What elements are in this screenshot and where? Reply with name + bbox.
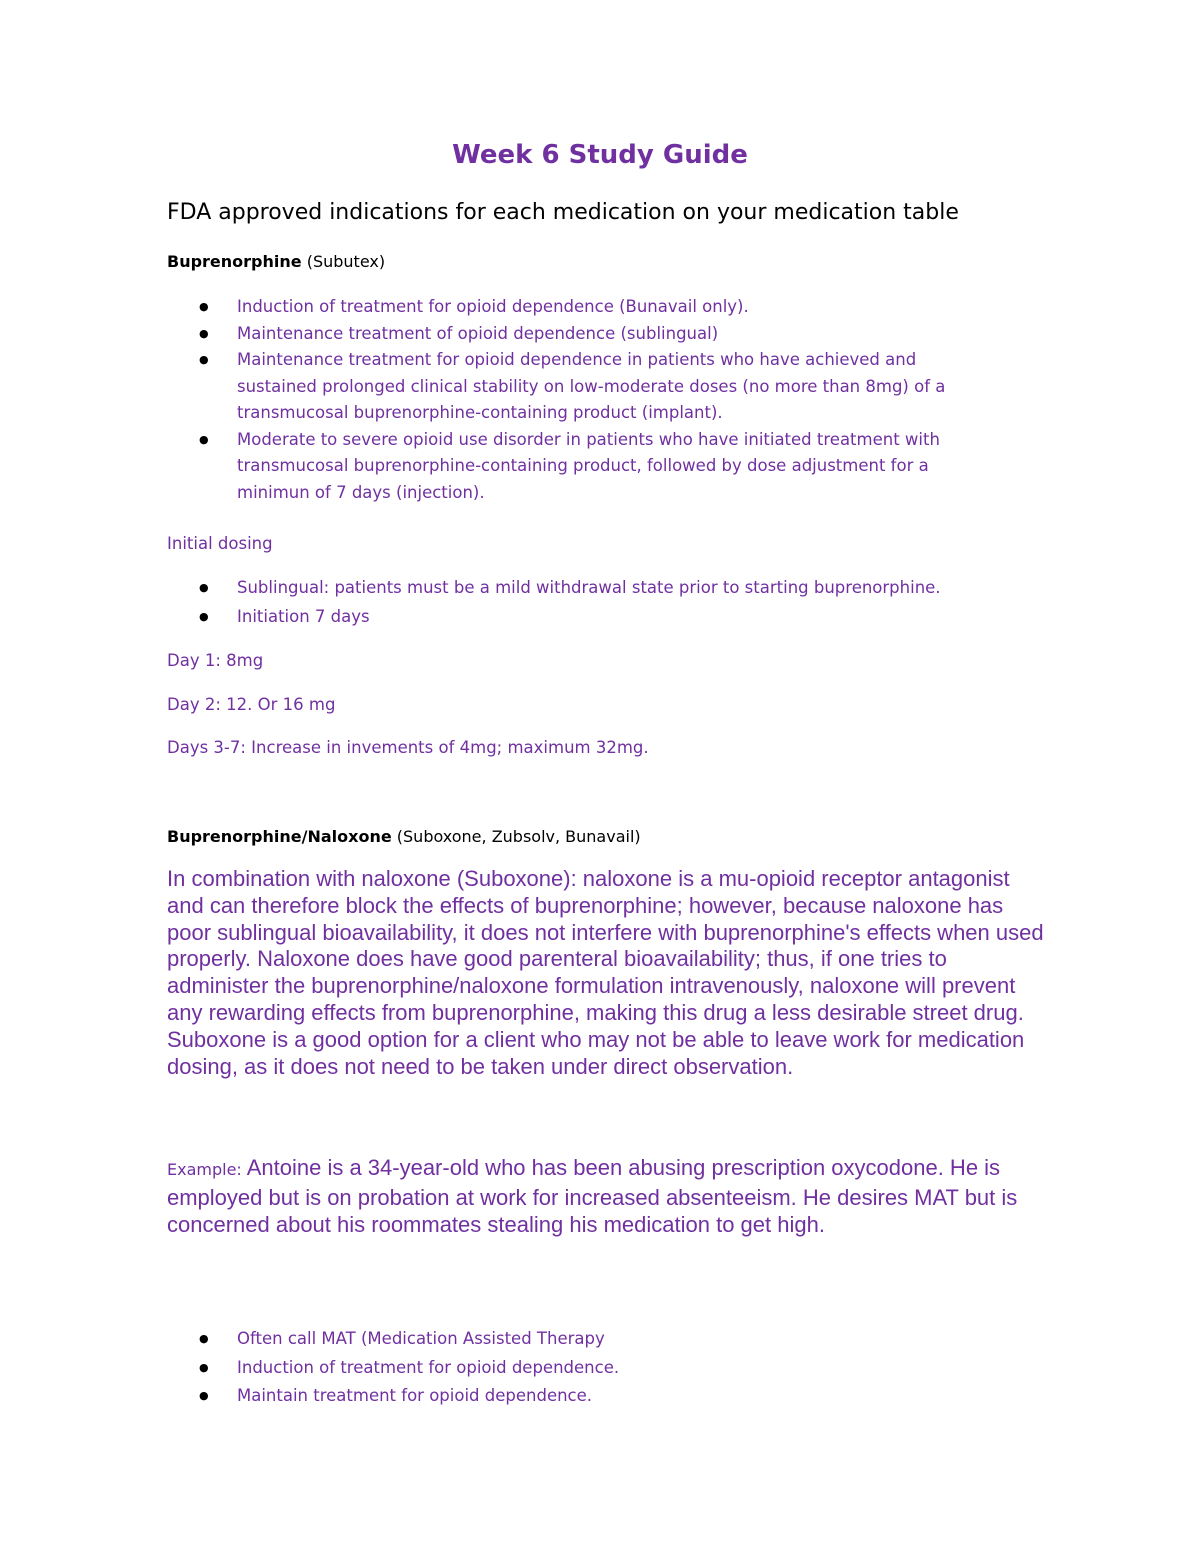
example-paragraph <box>167 1154 1047 1239</box>
example-label: Example: <box>167 1160 242 1179</box>
list-item: ● Induction of treatment for opioid dependence. <box>199 1355 619 1382</box>
section-subheading: FDA approved indications for each medication on your medication table <box>167 200 959 225</box>
dose-day-2: Day 2: 12. Or 16 mg <box>167 695 336 714</box>
list-item: ● Induction of treatment for opioid dependence (Bunavail only). <box>199 294 945 321</box>
suboxone-paragraph: In combination with naloxone (Suboxone): naloxone is a mu-opioid receptor antagonist and can therefore block the effects of buprenorphine; however, because naloxone has poor sublingual bioavailability, it does not interfere with buprenorphine's effects when used properly. Naloxone does have good parenteral bioavailability; thus, if one tries to administer the buprenorphine/naloxone formulation intravenously, naloxone will prevent any rewarding effects from buprenorphine, making this drug a less desirable street drug. Suboxone is a good option for a client who may not be able to leave work for medication dosing, as it does not need to be taken under direct observation. <box>167 866 1044 1079</box>
list-item: ● Sublingual: patients must be a mild withdrawal state prior to starting buprenorphine. <box>199 575 941 602</box>
list-item: ● Maintenance treatment of opioid dependence (sublingual) <box>199 321 945 348</box>
drug-name: Buprenorphine/Naloxone <box>167 827 392 846</box>
initial-dosing-label: Initial dosing <box>167 534 273 553</box>
dosing-list <box>199 575 941 630</box>
drug-heading-buprenorphine <box>167 252 385 271</box>
dose-day-1: Day 1: 8mg <box>167 651 264 670</box>
example-text: Antoine is a 34-year-old who has been abusing prescription oxycodone. He is employed but is on probation at work for increased absenteeism. He desires MAT but is concerned about his roommates stealing his medication to get high. <box>167 1155 1018 1237</box>
mat-list <box>199 1326 619 1410</box>
drug-name: Buprenorphine <box>167 252 302 271</box>
drug-heading-buprenorphine-naloxone <box>167 827 641 846</box>
list-item: ● Maintain treatment for opioid dependence. <box>199 1383 619 1410</box>
indications-list <box>199 294 945 506</box>
drug-brand: (Suboxone, Zubsolv, Bunavail) <box>396 827 641 846</box>
drug-brand: (Subutex) <box>306 252 386 271</box>
list-item: ● Often call MAT (Medication Assisted Therapy <box>199 1326 619 1353</box>
list-item: ● Initiation 7 days <box>199 604 941 631</box>
page-title: Week 6 Study Guide <box>452 140 748 170</box>
list-item: ● Moderate to severe opioid use disorder in patients who have initiated treatment with transmucosal buprenorphine-containing product, followed by dose adjustment for a minimun of 7 days (injection). <box>199 427 945 507</box>
list-item: ● Maintenance treatment for opioid dependence in patients who have achieved and sustained prolonged clinical stability on low-moderate doses (no more than 8mg) of a transmucosal buprenorphine-containing product (implant). <box>199 347 945 427</box>
dose-days-3-7: Days 3-7: Increase in invements of 4mg; maximum 32mg. <box>167 738 649 757</box>
